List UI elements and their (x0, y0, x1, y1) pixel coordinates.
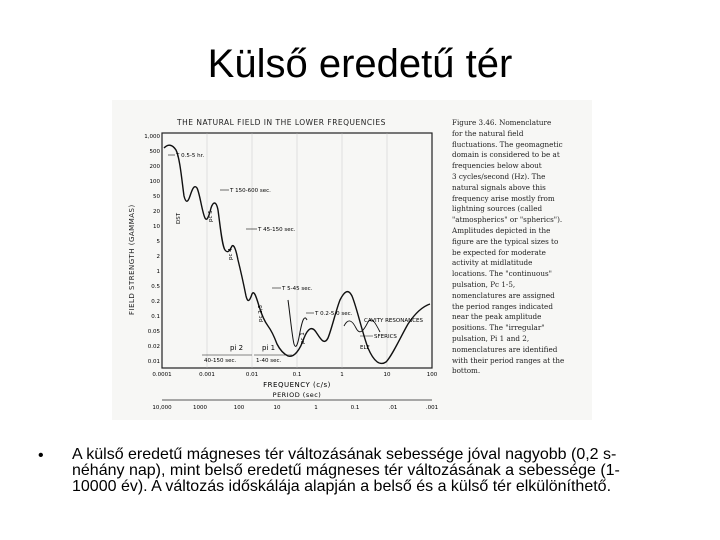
x-ticks (152, 372, 437, 378)
annotation-t2: T 150-600 sec. (230, 188, 271, 194)
caption-line: "atmospherics" or "spherics"). (452, 215, 563, 225)
caption-line: pulsation, Pi 1 and 2, (452, 333, 530, 343)
annotation-t4: T 5-45 sec. (282, 286, 313, 292)
period-tick-1: 1 (314, 405, 318, 411)
caption-line: fluctuations. The geomagnetic (452, 139, 563, 149)
y-tick-20: 20 (153, 209, 160, 215)
caption-line: positions. The "irregular" (452, 323, 545, 333)
y-tick-2: 2 (156, 254, 160, 260)
natural-field-figure (112, 100, 592, 420)
period-tick-100: 100 (233, 405, 245, 411)
x-tick-0.001: 0.001 (199, 372, 215, 378)
period-tick-10000: 10,000 (152, 405, 172, 411)
period-tick-.01: .01 (388, 405, 398, 411)
annotation-t1: T 0.5-5 hr. (176, 153, 205, 159)
annotation-pc4: pc 4 (228, 248, 234, 260)
caption-line: be expected for moderate (452, 247, 546, 257)
y-tick-0.02: 0.02 (147, 344, 160, 350)
caption-line: pulsation, Pc 1-5, (452, 279, 516, 289)
x-tick-1: 1 (340, 372, 344, 378)
y-tick-0.01: 0.01 (147, 359, 160, 365)
x-tick-0.01: 0.01 (245, 372, 259, 378)
period-tick-1000: 1000 (193, 405, 207, 411)
period-ticks (152, 405, 438, 411)
y-tick-0.5: 0.5 (151, 284, 160, 290)
annotation-t3: T 45-150 sec. (258, 227, 296, 233)
caption-line: 3 cycles/second (Hz). The (452, 171, 546, 181)
annotation-pi1-range: 1-40 sec. (256, 358, 282, 364)
y-tick-0.1: 0.1 (151, 314, 160, 320)
y-axis-label: FIELD STRENGTH (GAMMAS) (128, 204, 136, 315)
annotation-elf: ELF (360, 345, 370, 351)
period-axis-label: PERIOD (sec) (272, 391, 322, 399)
caption-line: the period ranges indicated (452, 301, 553, 311)
caption-line: domain is considered to be at (452, 150, 560, 160)
y-tick-1000: 1,000 (144, 134, 160, 140)
grid-lines (207, 133, 387, 368)
x-tick-0.0001: 0.0001 (152, 372, 172, 378)
annotation-pi2-range: 40-150 sec. (204, 358, 237, 364)
caption-line: near the peak amplitude (452, 312, 542, 322)
annotation-cavity: CAVITY RESONANCES (364, 318, 424, 324)
annotation-dst: DST (176, 212, 182, 224)
caption-line: nomenclatures are assigned (452, 290, 555, 300)
x-tick-0.1: 0.1 (292, 372, 302, 378)
x-axis-label: FREQUENCY (c/s) (263, 381, 331, 389)
y-tick-500: 500 (149, 149, 160, 155)
figure-caption (452, 118, 587, 377)
caption-line: Amplitudes depicted in the (452, 225, 551, 235)
caption-line: natural signals above this (452, 182, 546, 192)
y-tick-100: 100 (149, 179, 160, 185)
bullet-text: A külső eredetű mágneses tér változásának sebessége jóval nagyobb (0,2 s- néhány nap), mint belső eredetű mágneses tér változásának a sebessége (1-10000 év). A változás időskálája alapján a belső és a külső tér elkülöníthető. (72, 446, 620, 495)
y-ticks (144, 134, 160, 365)
y-tick-5: 5 (156, 239, 160, 245)
caption-line: with their period ranges at the (452, 355, 565, 365)
caption-line: frequency arise mostly from (452, 193, 555, 203)
caption-line: frequencies below about (452, 161, 542, 171)
slide-title: Külső eredetű tér (207, 42, 513, 86)
period-tick-10: 10 (273, 405, 281, 411)
caption-line: lightning sources (called (452, 204, 543, 214)
y-tick-0.2: 0.2 (151, 299, 160, 305)
annotation-pi1: pi 1 (262, 344, 276, 352)
y-tick-10: 10 (153, 224, 160, 230)
y-tick-0.05: 0.05 (147, 329, 160, 335)
x-tick-100: 100 (426, 372, 438, 378)
annotation-pc5: pc 5 (208, 210, 214, 222)
caption-line: figure are the typical sizes to (452, 236, 559, 246)
x-tick-10: 10 (383, 372, 391, 378)
caption-line: bottom. (452, 366, 481, 376)
bullet-marker: • (38, 447, 44, 464)
caption-line: locations. The "continuous" (452, 269, 552, 279)
annotation-pi2: pi 2 (230, 344, 244, 352)
caption-line: activity at midlatitude (452, 258, 533, 268)
y-tick-200: 200 (149, 164, 160, 170)
caption-line: nomenclatures are identified (452, 344, 558, 354)
caption-line: for the natural field (452, 128, 524, 138)
annotation-pc23: pc 2,3 (258, 304, 264, 322)
annotation-sferics: SFERICS (374, 334, 397, 340)
figure-header: THE NATURAL FIELD IN THE LOWER FREQUENCIES (177, 118, 386, 127)
y-tick-50: 50 (153, 194, 160, 200)
caption-line: Figure 3.46. Nomenclature (452, 118, 552, 127)
period-tick-0.1: 0.1 (350, 405, 360, 411)
annotation-pc1: pc 1 (300, 332, 306, 344)
annotation-t5: T 0.2-5.0 sec. (315, 311, 353, 317)
period-tick-.001: .001 (425, 405, 439, 411)
y-tick-1: 1 (156, 269, 160, 275)
